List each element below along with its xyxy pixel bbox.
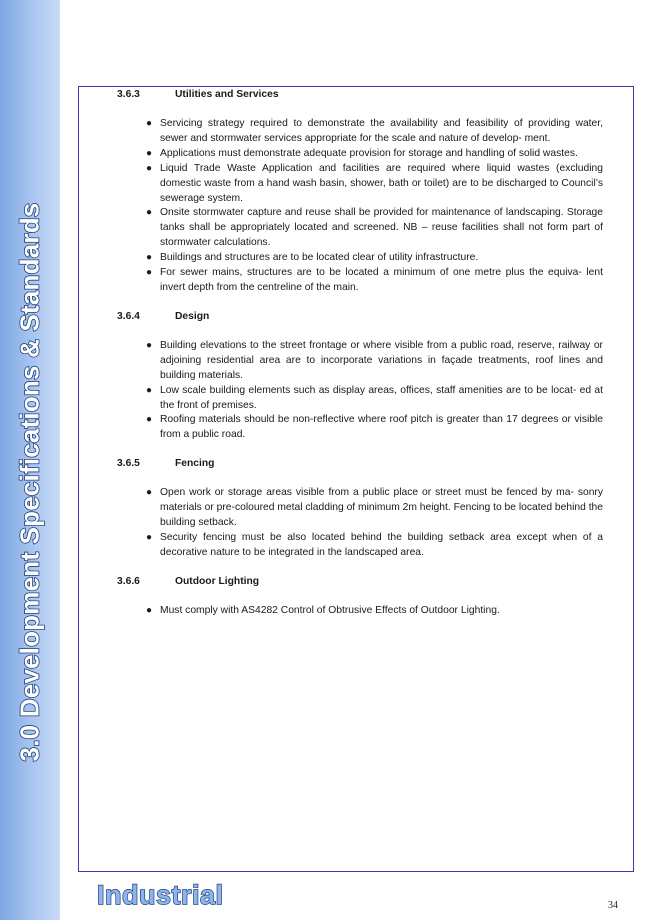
list-item — [105, 251, 603, 266]
section-utilities — [105, 88, 603, 296]
list-item-text: Applications must demonstrate adequate provision for storage and handling of solid wastes. — [160, 147, 578, 159]
list-item-text: Servicing strategy required to demonstrate the availability and feasibility of providing water, sewer and stormwater services appropriate for the scale and nature of develop- ment. — [160, 118, 603, 144]
section-heading — [105, 457, 603, 472]
section-heading — [105, 88, 603, 103]
section-number: 3.6.4 — [117, 310, 140, 322]
list-item-text: Building elevations to the street frontage or where visible from a public road, reserve, railway or adjoining residential area are to incorporate variations in façade treatments, roof lines and building materials. — [160, 339, 603, 381]
list-item-text: Low scale building elements such as display areas, offices, staff amenities are to be locat- ed at the front of premises. — [160, 384, 603, 411]
list-item — [105, 147, 603, 162]
list-item — [105, 117, 603, 147]
section-title: Design — [175, 310, 210, 322]
sidebar-band — [0, 0, 60, 920]
bullet-icon: ● — [146, 339, 153, 351]
list-item-text: For sewer mains, structures are to be located a minimum of one metre plus the equiva- lent invert depth from the centreline of the main. — [160, 267, 603, 293]
section-title: Fencing — [175, 458, 215, 470]
list-item-text: Must comply with AS4282 Control of Obtrusive Effects of Outdoor Lighting. — [160, 604, 500, 616]
bullet-icon: ● — [146, 118, 153, 129]
page-number: 34 — [608, 900, 618, 911]
bullet-icon: ● — [146, 384, 153, 396]
section-number: 3.6.5 — [117, 458, 140, 470]
bullet-icon: ● — [146, 162, 153, 174]
list-item-text: Liquid Trade Waste Application and facilities are required where liquid wastes (excluding domestic waste from a hand wash basin, shower, bath or toilet) are to be discharged to Council’s sewerage system. — [160, 162, 603, 204]
sidebar-title: 3.0 Development Specifications & Standards — [14, 202, 45, 762]
list-item-text: Open work or storage areas visible from a public place or street must be fenced by ma- sonry materials or pre-coloured metal cladding of minimum 2m height. Fencing to be located behind the building setback. — [160, 487, 604, 529]
bullet-icon: ● — [146, 414, 153, 426]
section-heading — [105, 575, 603, 590]
section-fencing — [105, 457, 603, 561]
list-item — [105, 206, 603, 251]
section-heading — [105, 310, 603, 325]
section-number: 3.6.3 — [117, 89, 140, 100]
list-item-text: Security fencing must be also located behind the building setback area except when of a decorative nature to be integrated in the landscaped area. — [160, 531, 603, 558]
list-item — [105, 339, 603, 384]
list-item-text: Roofing materials should be non-reflective where roof pitch is greater than 17 degrees or visible from a public road. — [160, 414, 603, 441]
bullet-list — [105, 117, 603, 296]
bullet-list — [105, 604, 603, 619]
section-title: Outdoor Lighting — [175, 575, 260, 587]
list-item — [105, 384, 603, 414]
section-design — [105, 310, 603, 443]
list-item — [105, 162, 603, 207]
list-item — [105, 486, 603, 531]
bullet-list — [105, 339, 603, 443]
list-item-text: Onsite stormwater capture and reuse shall be provided for maintenance of landscaping. Storage tanks shall be appropriately located and screened. NB – reuse facilities shall not form part of stormwater calculations. — [160, 207, 603, 249]
footer-section-label: Industrial — [97, 880, 224, 910]
bullet-icon: ● — [146, 604, 153, 616]
bullet-icon: ● — [146, 147, 153, 159]
list-item — [105, 266, 603, 296]
section-title: Utilities and Services — [175, 89, 279, 100]
bullet-icon: ● — [146, 531, 153, 543]
list-item-text: Buildings and structures are to be located clear of utility infrastructure. — [160, 252, 479, 264]
bullet-icon: ● — [146, 487, 153, 499]
bullet-icon: ● — [146, 267, 153, 279]
section-outdoor-lighting — [105, 575, 603, 619]
list-item — [105, 604, 603, 619]
bullet-icon: ● — [146, 252, 153, 264]
bullet-icon: ● — [146, 207, 153, 219]
document-body — [105, 88, 603, 633]
bullet-list — [105, 486, 603, 561]
section-number: 3.6.6 — [117, 575, 140, 587]
list-item — [105, 413, 603, 443]
list-item — [105, 531, 603, 561]
